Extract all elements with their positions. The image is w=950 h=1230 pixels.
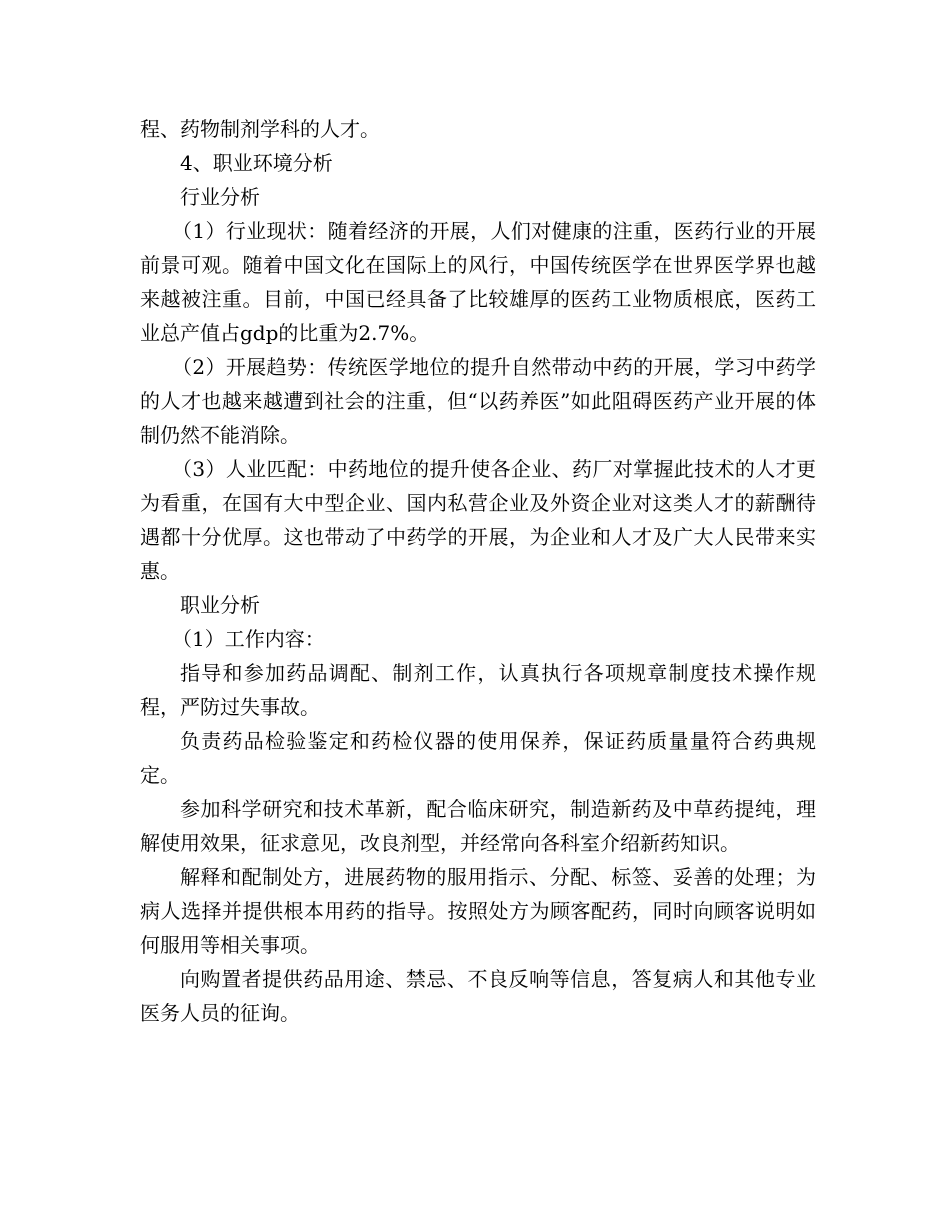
paragraph-work-item-5: 向购置者提供药品用途、禁忌、不良反响等信息，答复病人和其他专业医务人员的征询。 [140, 967, 816, 1025]
paragraph-work-item-3: 参加科学研究和技术革新，配合临床研究，制造新药及中草药提纯，理解使用效果，征求意见，改良剂型，并经常向各科室介绍新药知识。 [140, 797, 816, 855]
paragraph-development-trend: （2）开展趋势：传统医学地位的提升自然带动中药的开展，学习中药学的人才也越来越遭到社会的注重，但“以药养医”如此阻碍医药产业开展的体制仍然不能消除。 [140, 355, 816, 447]
paragraph-industry-status: （1）行业现状：随着经济的开展，人们对健康的注重，医药行业的开展前景可观。随着中国文化在国际上的风行，中国传统医学在世界医学界也越来越被注重。目前，中国已经具备了比较雄厚的医药工业物质根底，医药工业总产值占gdp的比重为2.7%。 [140, 219, 816, 345]
paragraph-work-item-1: 指导和参加药品调配、制剂工作，认真执行各项规章制度技术操作规程，严防过失事故。 [140, 661, 816, 719]
paragraph-industry-match: （3）人业匹配：中药地位的提升使各企业、药厂对掌握此技术的人才更为看重，在国有大中型企业、国内私营企业及外资企业对这类人才的薪酬待遇都十分优厚。这也带动了中药学的开展，为企业和人才及广大人民带来实惠。 [140, 457, 816, 583]
subheading-industry-analysis: 行业分析 [180, 185, 260, 209]
paragraph-work-item-2: 负责药品检验鉴定和药检仪器的使用保养，保证药质量量符合药典规定。 [140, 729, 816, 787]
paragraph-work-content-heading: （1）工作内容： [172, 627, 325, 651]
paragraph-work-item-4: 解释和配制处方，进展药物的服用指示、分配、标签、妥善的处理；为病人选择并提供根本用药的指导。按照处方为顾客配药，同时向顾客说明如何服用等相关事项。 [140, 865, 816, 957]
subheading-career-analysis: 职业分析 [180, 593, 260, 617]
section-heading-career-environment: 4、职业环境分析 [180, 151, 333, 175]
document-page [140, 112, 816, 1030]
paragraph-continuation: 程、药物制剂学科的人才。 [140, 117, 380, 141]
